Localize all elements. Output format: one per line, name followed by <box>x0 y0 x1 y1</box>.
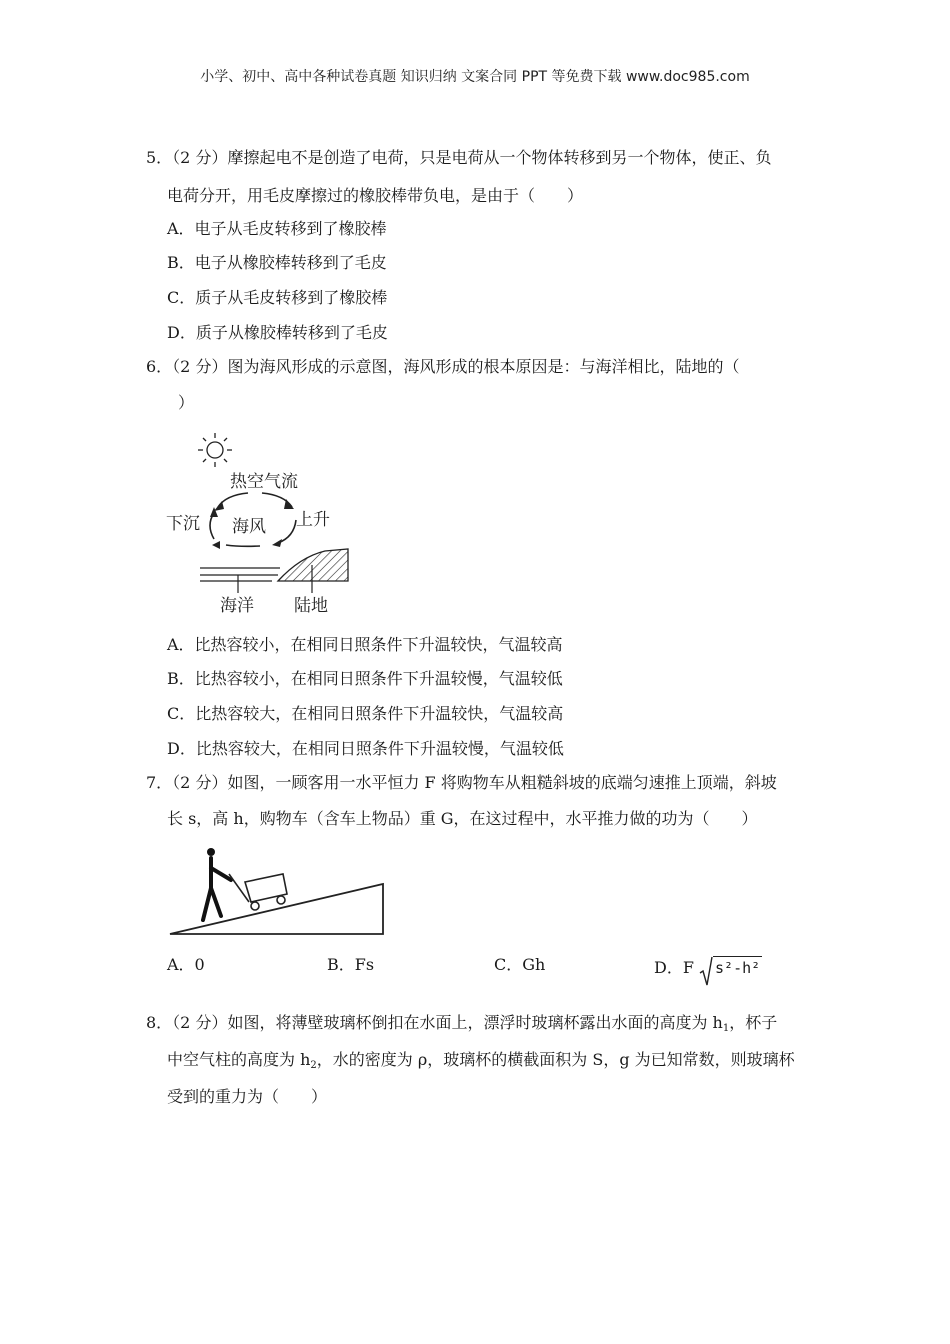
q7-option-d-prefix: D．F <box>654 958 694 977</box>
q6-stem-line1: 6．（2 分）图为海风形成的示意图，海风形成的根本原因是：与海洋相比，陆地的（ <box>146 357 740 376</box>
q5-option-b: B．电子从橡胶棒转移到了毛皮 <box>167 253 387 272</box>
page-header: 小学、初中、高中各种试卷真题 知识归纳 文案合同 PPT 等免费下载 www.doc985.com <box>200 69 750 85</box>
person-icon <box>203 848 231 920</box>
q5-stem-line2: 电荷分开，用毛皮摩擦过的橡胶棒带负电，是由于（ ） <box>167 186 584 205</box>
land-profile <box>278 549 348 581</box>
q6-option-b: B．比热容较小，在相同日照条件下升温较慢，气温较低 <box>167 669 563 688</box>
sea-surface <box>200 568 280 581</box>
q7-stem-line2: 长 s，高 h，购物车（含车上物品）重 G，在这过程中，水平推力做的功为（ ） <box>167 809 758 828</box>
q7-option-d <box>654 955 762 987</box>
label-hot-air: 热空气流 <box>230 472 298 492</box>
q7-option-a: A．0 <box>167 955 205 974</box>
q8-line2-tail: ，水的密度为 ρ，玻璃杯的横截面积为 S，g 为已知常数，则玻璃杯 <box>316 1050 795 1069</box>
label-down: 下沉 <box>166 514 200 534</box>
label-sea-wind: 海风 <box>232 517 266 537</box>
q5-option-a: A．电子从毛皮转移到了橡胶棒 <box>167 219 387 238</box>
q8-line1-tail: ，杯子 <box>729 1013 778 1032</box>
sqrt-symbol <box>699 955 713 987</box>
q6-option-d: D．比热容较大，在相同日照条件下升温较慢，气温较低 <box>167 739 564 758</box>
q8-line1-text: 8．（2 分）如图，将薄壁玻璃杯倒扣在水面上，漂浮时玻璃杯露出水面的高度为 h <box>146 1013 723 1032</box>
slope <box>170 884 383 934</box>
q5-stem-line1: 5．（2 分）摩擦起电不是创造了电荷，只是电荷从一个物体转移到另一个物体，使正、负 <box>146 148 772 167</box>
cart-icon <box>229 874 287 910</box>
q8-line2-subscript: 2 <box>310 1060 317 1071</box>
q5-option-d: D．质子从橡胶棒转移到了毛皮 <box>167 323 388 342</box>
q5-option-c: C．质子从毛皮转移到了橡胶棒 <box>167 288 388 307</box>
q6-stem-line2: ） <box>178 393 195 412</box>
q8-stem-line3: 受到的重力为（ ） <box>167 1087 328 1106</box>
sun-icon <box>198 433 232 467</box>
q7-option-d-radicand: s²-h² <box>713 956 762 977</box>
q7-option-c: C．Gh <box>494 955 546 974</box>
sea-breeze-diagram <box>160 425 360 620</box>
q8-line2-text: 中空气柱的高度为 h <box>167 1050 311 1069</box>
q7-option-b: B．Fs <box>327 955 375 974</box>
label-sea: 海洋 <box>220 596 254 616</box>
q6-option-c: C．比热容较大，在相同日照条件下升温较快，气温较高 <box>167 704 564 723</box>
label-land: 陆地 <box>294 596 328 616</box>
q8-stem-line1 <box>146 1013 777 1039</box>
q6-option-a: A．比热容较小，在相同日照条件下升温较快，气温较高 <box>167 635 563 654</box>
q8-line1-subscript: 1 <box>722 1023 730 1034</box>
q7-stem-line1: 7．（2 分）如图，一顾客用一水平恒力 F 将购物车从粗糙斜坡的底端匀速推上顶端，斜坡 <box>146 773 777 792</box>
shopping-cart-slope-figure <box>165 842 390 937</box>
label-up: 上升 <box>296 510 330 530</box>
q8-stem-line2 <box>167 1050 795 1076</box>
